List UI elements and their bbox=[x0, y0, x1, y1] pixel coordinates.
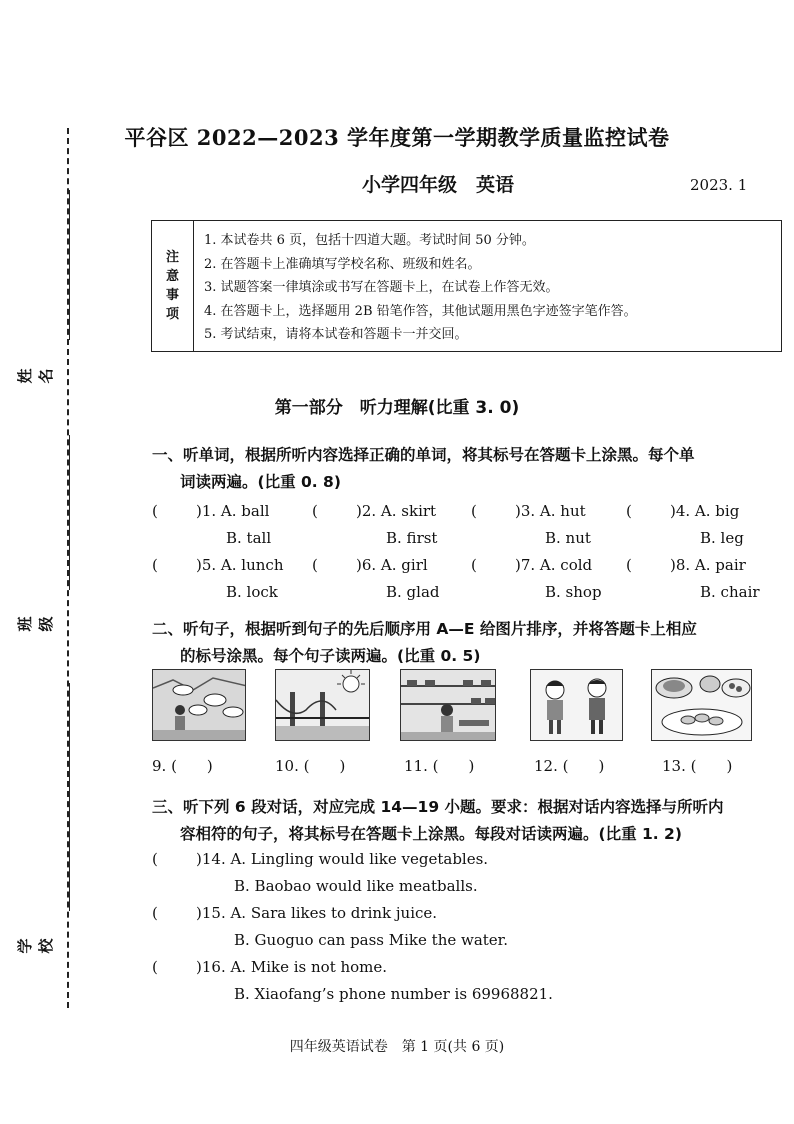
question-5-b: B. lock bbox=[226, 583, 278, 601]
notice-item: 5. 考试结束，请将本试卷和答题卡一并交回。 bbox=[204, 327, 468, 342]
section3-line1: 三、听下列 6 段对话，对应完成 14—19 小题。要求：根据对话内容选择与所听内 bbox=[152, 798, 724, 816]
section3-instructions bbox=[152, 794, 762, 848]
class-field[interactable] bbox=[16, 435, 65, 645]
notice-list bbox=[204, 229, 637, 347]
question-2-a: )2. A. skirt bbox=[356, 502, 437, 520]
question-8-a: )8. A. pair bbox=[670, 556, 746, 574]
question-3-a: )3. A. hut bbox=[515, 502, 586, 520]
question-6-a: )6. A. girl bbox=[356, 556, 428, 574]
picture-farm-cows bbox=[152, 669, 246, 741]
section1-line1: 一、听单词，根据所听内容选择正确的单词，将其标号在答题卡上涂黑。每个单 bbox=[152, 446, 695, 464]
question-16-b: B. Xiaofang’s phone number is 69968821. bbox=[234, 985, 553, 1003]
picture-bridge-sun bbox=[275, 669, 370, 741]
section2-line2: 的标号涂黑。每个句子读两遍。(比重 0. 5) bbox=[180, 647, 481, 665]
name-rule bbox=[69, 190, 70, 340]
question-7-b: B. shop bbox=[545, 583, 602, 601]
page-footer: 四年级英语试卷 第 1 页(共 6 页) bbox=[289, 1039, 505, 1055]
picture-two-children bbox=[530, 669, 623, 741]
answer-paren[interactable]: ( bbox=[152, 904, 158, 922]
section1-instructions bbox=[152, 442, 762, 496]
answer-paren[interactable]: ( bbox=[152, 556, 158, 574]
section2-instructions bbox=[152, 616, 762, 670]
answer-paren[interactable]: ( bbox=[471, 556, 477, 574]
answer-paren[interactable]: ( bbox=[626, 502, 632, 520]
picture-label-9[interactable]: 9. ( ) bbox=[152, 757, 213, 775]
question-7-a: )7. A. cold bbox=[515, 556, 593, 574]
notice-box bbox=[151, 220, 782, 352]
section3-line2: 容相符的句子，将其标号在答题卡上涂黑。每段对话读两遍。(比重 1. 2) bbox=[180, 825, 682, 843]
question-16-a: )16. A. Mike is not home. bbox=[196, 958, 388, 976]
question-4-a: )4. A. big bbox=[670, 502, 740, 520]
notice-heading-char: 意 bbox=[165, 269, 179, 284]
notice-item: 2. 在答题卡上准确填写学校名称、班级和姓名。 bbox=[204, 256, 481, 272]
notice-item: 1. 本试卷共 6 页，包括十四道大题。考试时间 50 分钟。 bbox=[204, 233, 535, 248]
picture-label-12[interactable]: 12. ( ) bbox=[534, 757, 605, 775]
answer-paren[interactable]: ( bbox=[471, 502, 477, 520]
answer-paren[interactable]: ( bbox=[152, 502, 158, 520]
notice-heading bbox=[152, 221, 194, 351]
question-15-a: )15. A. Sara likes to drink juice. bbox=[196, 904, 438, 922]
notice-heading-char: 注 bbox=[165, 250, 179, 265]
notice-heading-char: 项 bbox=[165, 307, 179, 322]
question-6-b: B. glad bbox=[386, 583, 440, 601]
school-label: 学校 bbox=[16, 938, 55, 954]
question-14-a: )14. A. Lingling would like vegetables. bbox=[196, 850, 489, 868]
question-3-b: B. nut bbox=[545, 529, 591, 547]
question-2-b: B. first bbox=[386, 529, 438, 547]
part-title: 第一部分 听力理解(比重 3. 0) bbox=[274, 398, 520, 418]
answer-paren[interactable]: ( bbox=[626, 556, 632, 574]
school-rule bbox=[69, 683, 70, 911]
exam-title: 平谷区 2022—2023 学年度第一学期教学质量监控试卷 bbox=[124, 125, 670, 150]
answer-paren[interactable]: ( bbox=[312, 556, 318, 574]
name-field[interactable] bbox=[16, 190, 65, 400]
picture-shoe-shop bbox=[400, 669, 496, 741]
notice-item: 3. 试题答案一律填涂或书写在答题卡上，在试卷上作答无效。 bbox=[204, 280, 559, 295]
picture-food-plates bbox=[651, 669, 752, 741]
class-rule bbox=[69, 435, 70, 590]
answer-paren[interactable]: ( bbox=[152, 850, 158, 868]
picture-label-13[interactable]: 13. ( ) bbox=[662, 757, 733, 775]
school-field[interactable] bbox=[16, 683, 65, 954]
question-15-b: B. Guoguo can pass Mike the water. bbox=[234, 931, 508, 949]
picture-label-11[interactable]: 11. ( ) bbox=[404, 757, 475, 775]
exam-date: 2023. 1 bbox=[690, 176, 748, 194]
question-8-b: B. chair bbox=[700, 583, 760, 601]
notice-item: 4. 在答题卡上，选择题用 2B 铅笔作答，其他试题用黑色字迹签字笔作答。 bbox=[204, 303, 637, 319]
exam-subtitle: 小学四年级 英语 bbox=[362, 174, 515, 196]
question-4-b: B. leg bbox=[700, 529, 744, 547]
question-1-b: B. tall bbox=[226, 529, 272, 547]
notice-heading-char: 事 bbox=[165, 288, 179, 303]
question-1-a: )1. A. ball bbox=[196, 502, 270, 520]
question-14-b: B. Baobao would like meatballs. bbox=[234, 877, 478, 895]
section2-line1: 二、听句子，根据听到句子的先后顺序用 A—E 给图片排序，并将答题卡上相应 bbox=[152, 620, 697, 638]
name-label: 姓名 bbox=[16, 368, 55, 384]
question-5-a: )5. A. lunch bbox=[196, 556, 284, 574]
section1-line2: 词读两遍。(比重 0. 8) bbox=[180, 473, 341, 491]
answer-paren[interactable]: ( bbox=[312, 502, 318, 520]
answer-paren[interactable]: ( bbox=[152, 958, 158, 976]
picture-label-10[interactable]: 10. ( ) bbox=[275, 757, 346, 775]
class-label: 班级 bbox=[16, 616, 55, 632]
